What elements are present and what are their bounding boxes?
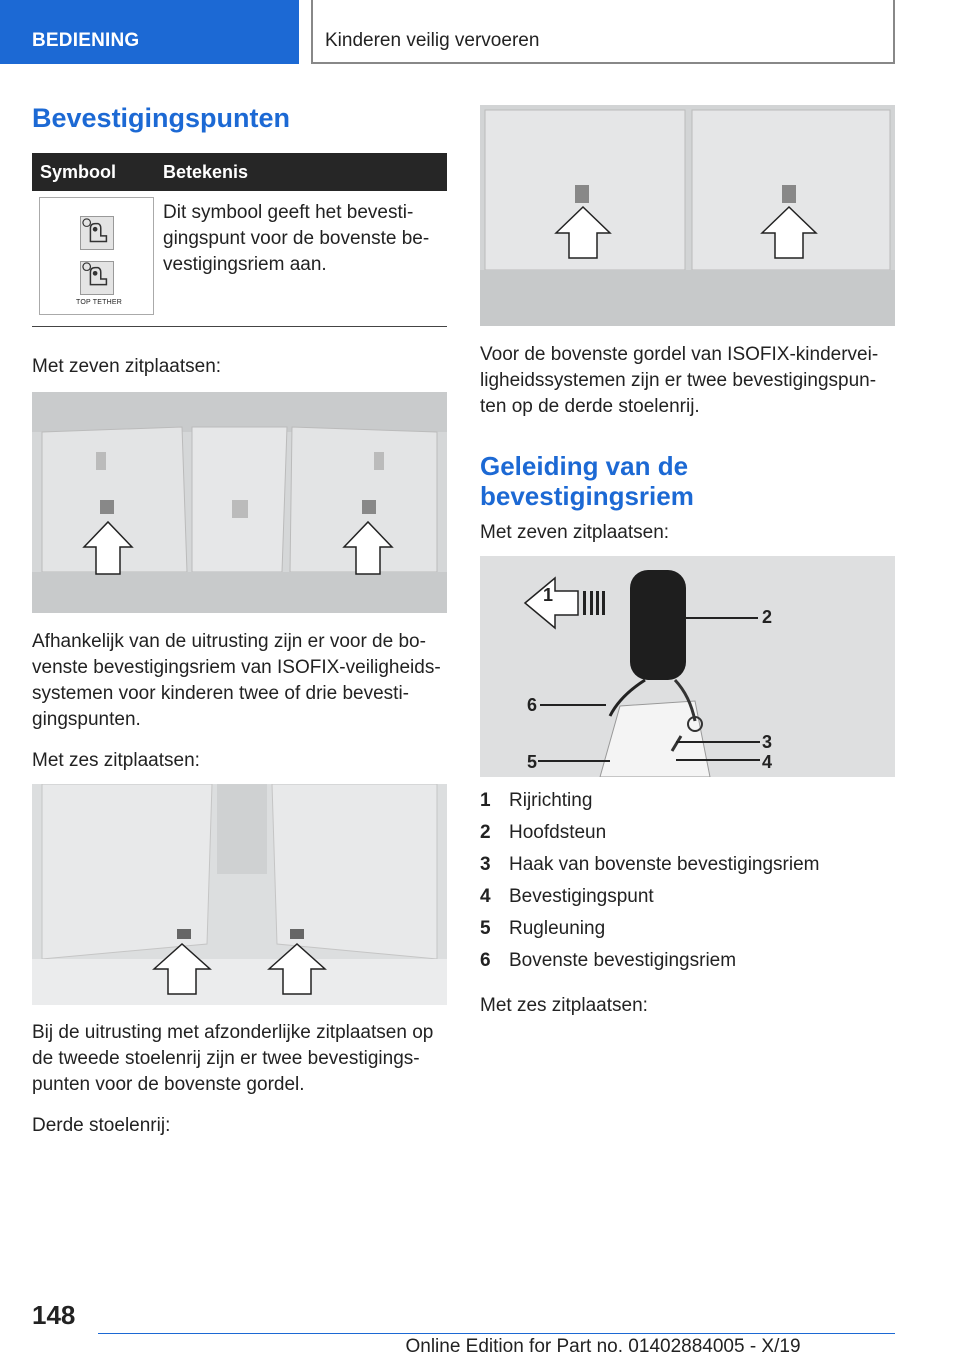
table-header (32, 153, 447, 191)
section-heading-line-1: Geleiding van de (480, 451, 689, 481)
paragraph-isofix-line-2: ligheidssystemen zijn er twee bevestigingspun- (480, 370, 877, 391)
figure-six-seats-anchors (32, 784, 447, 1005)
section-tab (0, 0, 299, 64)
paragraph-third-row: Derde stoelenrij: (32, 1115, 171, 1136)
figure-tether-routing-diagram (480, 556, 895, 777)
diagram-label-2: 2 (762, 607, 773, 627)
paragraph-six-seats: Met zes zitplaatsen: (32, 750, 200, 771)
paragraph-separate-line-3: punten voor de bovenste gordel. (32, 1074, 305, 1095)
diagram-label-3: 3 (762, 732, 773, 752)
page-number: 148 (32, 1300, 76, 1330)
diagram-label-1: 1 (543, 585, 554, 605)
chapter-header (311, 0, 895, 64)
paragraph-six-seats-right: Met zes zitplaatsen: (480, 995, 648, 1016)
symbol-cell (39, 197, 154, 315)
paragraph-depending-line-1: Afhankelijk van de uitrusting zijn er voor de bo- (32, 631, 426, 652)
paragraph-depending-line-4: gingspunten. (32, 709, 141, 730)
table-col-symbol: Symbool (40, 162, 117, 182)
section-title: BEDIENING (32, 30, 140, 51)
paragraph-seven-seats: Met zeven zitplaatsen: (32, 356, 222, 377)
section-heading-line-2: bevestigingsriem (480, 481, 694, 511)
child-seat-anchor-icon (80, 216, 114, 250)
top-tether-icon (80, 261, 114, 295)
page-title: Bevestigingspunten (32, 103, 291, 133)
table-meaning-line-1: Dit symbool geeft het bevesti- (163, 202, 414, 223)
paragraph-separate-line-1: Bij de uitrusting met afzonderlijke zitplaatsen op (32, 1022, 434, 1043)
footer-edition: Online Edition for Part no. 01402884005 - X/19 (405, 1336, 801, 1357)
footer-divider (98, 1333, 895, 1334)
paragraph-depending-line-2: venste bevestigingsriem van ISOFIX-veiligheids- (32, 657, 441, 678)
top-tether-label: TOP TETHER (76, 299, 122, 306)
diagram-label-4: 4 (762, 752, 773, 772)
paragraph-isofix-line-1: Voor de bovenste gordel van ISOFIX-kindervei- (480, 344, 879, 365)
chapter-title: Kinderen veilig vervoeren (325, 30, 540, 51)
diagram-label-6: 6 (527, 695, 538, 715)
table-divider (32, 326, 447, 327)
diagram-label-5: 5 (527, 752, 538, 772)
table-meaning-line-3: vestigingsriem aan. (163, 254, 327, 275)
table-meaning-line-2: gingspunt voor de bovenste be- (163, 228, 430, 249)
paragraph-depending-line-3: systemen voor kinderen twee of drie bevesti- (32, 683, 410, 704)
paragraph-separate-line-2: de tweede stoelenrij zijn er twee bevestigings- (32, 1048, 420, 1069)
figure-seven-seats-anchors (32, 392, 447, 613)
paragraph-seven-seats-right: Met zeven zitplaatsen: (480, 522, 670, 543)
figure-third-row-anchors (480, 105, 895, 326)
paragraph-isofix-line-3: ten op de derde stoelenrij. (480, 396, 700, 417)
table-col-meaning: Betekenis (163, 162, 249, 182)
